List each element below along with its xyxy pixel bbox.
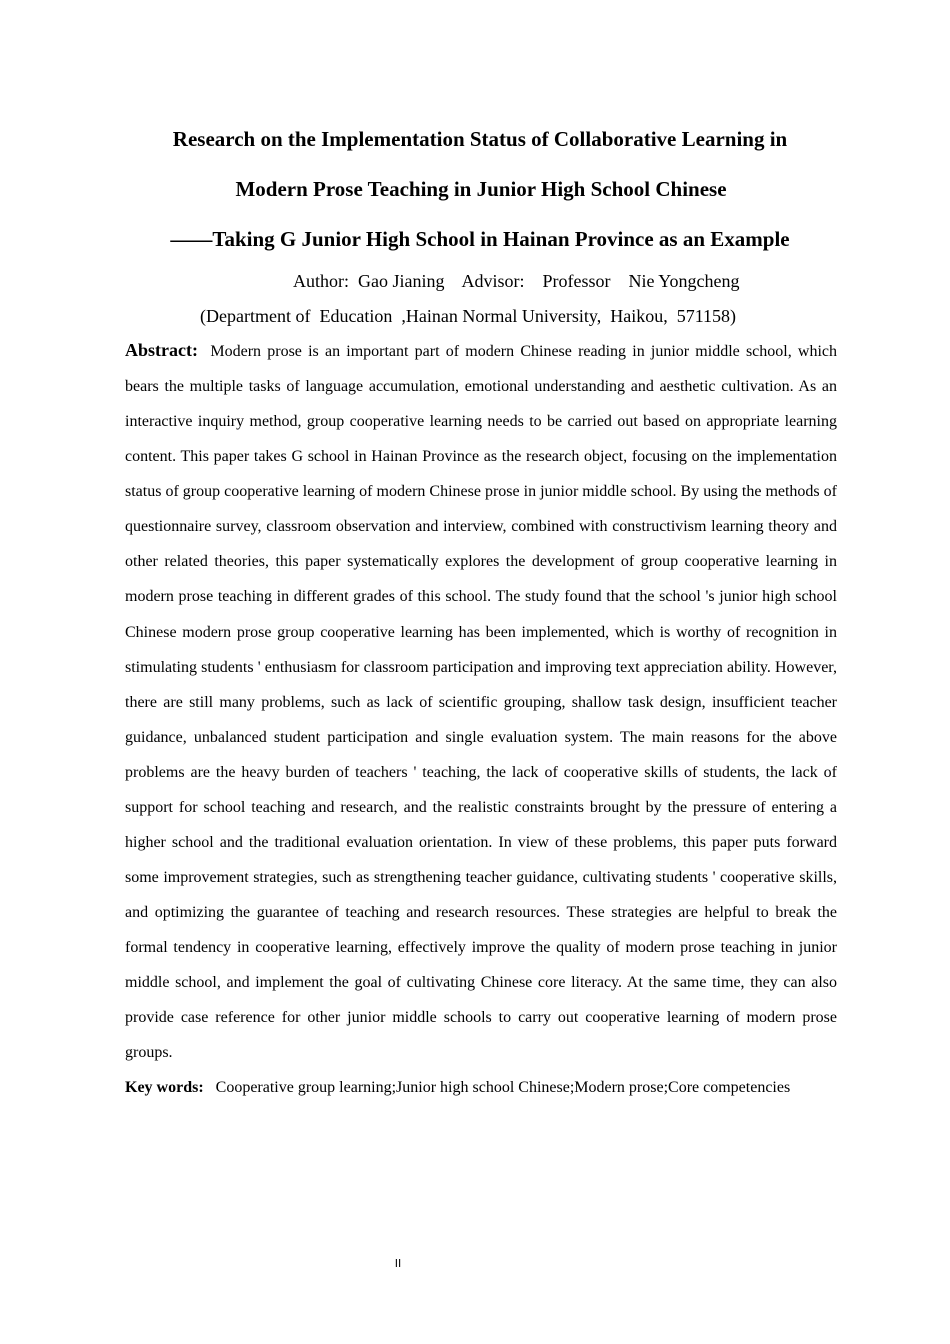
title-line-2: Modern Prose Teaching in Junior High School Chinese [235,177,727,201]
title-line-1: Research on the Implementation Status of Collaborative Learning in [172,127,788,151]
keywords-text: Cooperative group learning;Junior high school Chinese;Modern prose;Core competencies [215,1079,791,1096]
author-line: Author: Gao Jianing Advisor: Professor Nie Yongcheng [293,271,740,291]
subtitle: ——Taking G Junior High School in Hainan Province as an Example [170,227,790,251]
page-number: II [394,1257,402,1270]
affiliation-line: (Department of Education ,Hainan Normal University, Haikou, 571158) [200,306,737,326]
keywords-paragraph [125,1070,837,1106]
abstract-paragraph [125,333,837,1070]
abstract-label: Abstract: [125,340,198,360]
abstract-text: Modern prose is an important part of modern Chinese reading in junior middle school, which bears the multiple tasks of language accumulation, emotional understanding and aesthetic cultivation. As an interactive inquiry method, group cooperative learning needs to be carried out based on appropriate learning content. This paper takes G school in Hainan Province as the research object, focusing on the implementation status of group cooperative learning of modern Chinese prose in junior middle school. By using the methods of questionnaire survey, classroom observation and interview, combined with constructivism learning theory and other related theories, this paper systematically explores the development of group cooperative learning in modern prose teaching in different grades of this school. The study found that the school 's junior high school Chinese modern prose group cooperative learning has been implemented, which is worthy of recognition in stimulating students ' enthusiasm for classroom participation and improving text appreciation ability. However, there are still many problems, such as lack of scientific grouping, shallow task design, insufficient teacher guidance, unbalanced student participation and single evaluation system. The main reasons for the above problems are the heavy burden of teachers ' teaching, the lack of cooperative skills of students, the lack of support for school teaching and research, and the realistic constraints brought by the pressure of entering a higher school and the traditional evaluation orientation. In view of these problems, this paper puts forward some improvement strategies, such as strengthening teacher guidance, cultivating students ' cooperative skills, and optimizing the guarantee of teaching and research resources. These strategies are helpful to break the formal tendency in cooperative learning, effectively improve the quality of modern prose teaching in junior middle school, and implement the goal of cultivating Chinese core literacy. At the same time, they can also provide case reference for other junior middle schools to carry out cooperative learning of modern prose groups. [125,343,838,1062]
keywords-label: Key words: [125,1079,204,1096]
